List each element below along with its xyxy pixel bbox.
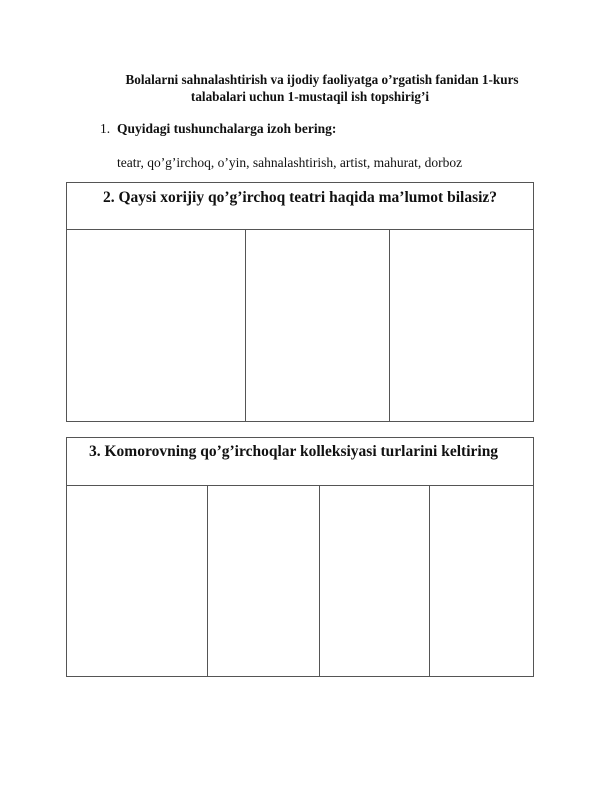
answer-cell-divider	[207, 486, 208, 676]
document-title-line-1: Bolalarni sahnalashtirish va ijodiy faoliyatga o’rgatish fanidan 1-kurs	[125, 72, 519, 87]
question-2-table	[66, 182, 534, 422]
question-3-heading: 3. Komorovning qo’g’irchoqlar kolleksiyasi turlarini keltiring	[67, 438, 533, 486]
document-title-line-2: talabalari uchun 1-mustaqil ish topshirig’i	[190, 89, 430, 104]
question-1-number: 1.	[100, 121, 111, 136]
answer-cell-divider	[429, 486, 430, 676]
answer-cell-divider	[319, 486, 320, 676]
question-3-table	[66, 437, 534, 677]
question-1-terms: teatr, qo’g’irchoq, o’yin, sahnalashtirish, artist, mahurat, dorboz	[117, 155, 463, 170]
question-2-heading: 2. Qaysi xorijiy qo’g’irchoq teatri haqida ma’lumot bilasiz?	[67, 183, 533, 230]
answer-cell-divider	[389, 230, 390, 421]
answer-cell-divider	[245, 230, 246, 421]
question-1-prompt: Quyidagi tushunchalarga izoh bering:	[117, 121, 337, 136]
